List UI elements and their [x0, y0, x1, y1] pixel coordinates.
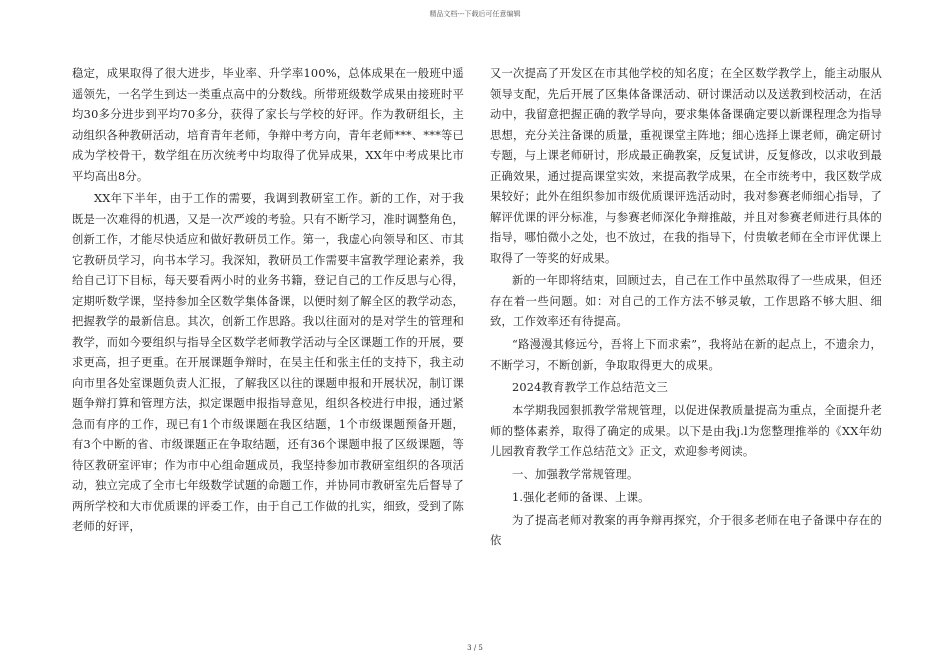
page-header: 精品文档---下载后可任意编辑	[429, 10, 521, 18]
page-number: 3 / 5	[467, 644, 483, 652]
paragraph: 为了提高老师对教案的再争辩再探究，介于很多老师在电子备课中存在的依	[490, 513, 882, 548]
paragraph: 本学期我园狠抓教学常规管理，以促进保教质量提高为重点，全面提升老师的整体素养，取得了确定的成果。以下是由我j.l为您整理推举的《XX年幼儿园教育教学工作总结范文》正文，欢迎参考阅读。	[490, 404, 882, 459]
paragraph: 新的一年即将结束，回顾过去，自己在工作中虽然取得了一些成果，但还存在着一些问题。如：对自己的工作方法不够灵敏，工作思路不够大胆、细致，工作效率还有待提高。	[490, 274, 882, 329]
section-title: 2024教育教学工作总结范文三	[512, 381, 669, 395]
paragraph: XX年下半年，由于工作的需要，我调到教研室工作。新的工作，对于我既是一次难得的机遇，又是一次严竣的考验。只有不断学习，准时调整角色，创新工作，才能尽快适应和做好教研员工作。第一，我虚心向领导和区、市其它教研员学习，向书本学习。我深知，教研员工作需要丰富教学理论素养，我给自己订下目标，每天要看两小时的业务书籍，登记自己的工作反思与心得，定期听数学课，坚持参加全区数学集体备课，以便时刻了解全区的教学动态，把握教学的最新信息。其次，创新工作思路。我以往面对的是对学生的管理和教学，而如今要组织与指导全区数学老师教学活动与全区课题工作的开展，要求更高，担子更重。在开展课题争辩时，在吴主任和张主任的支持下，我主动向市里各处室课题负责人汇报，了解我区以往的课题申报和开展状况，制订课题争辩打算和管理方法，拟定课题申报指导意见，组织各校进行申报，通过紧急而有序的工作，现已有1个市级课题在我区结题，1个市级课题预备开题，有3个中断的省、市级课题正在争取结题，还有36个课题申报了区级课题，等待区教研室评审；作为市中心组命题成员，我坚持参加市教研室组织的各项活动，独立完成了全市七年级数学试题的命题工作，并协同市教研室先后督导了两所学校和大市优质课的评委工作，由于自己工作做的扎实，细致，受到了陈老师的好评，	[72, 192, 464, 534]
left-column	[72, 64, 464, 540]
paragraph: “路漫漫其修远兮，吾将上下而求索”，我将站在新的起点上，不遗余力，不断学习，不断创新，争取取得更大的成果。	[490, 338, 882, 372]
subsection-heading: 1.强化老师的备课、上课。	[512, 490, 650, 504]
right-column	[490, 64, 882, 554]
section-heading: 一、加强教学常规管理。	[512, 467, 639, 481]
paragraph: 稳定，成果取得了很大进步，毕业率、升学率100%，总体成果在一般班中遥遥领先，一名学生到达一类重点高中的分数线。所带班级数学成果由接班时平均30多分进步到平均70多分，获得了家长与学校的好评。作为教研组长，主动组织各种教研活动，培育青年老师，争辩中考方向，青年老师***、***等已成为学校骨干，数学组在历次统考中均取得了优异成果，XX年中考成果比市平均高出8分。	[72, 67, 464, 183]
paragraph: 又一次提高了开发区在市其他学校的知名度；在全区数学教学上，能主动服从领导支配，先后开展了区集体备课活动、研讨课活动以及送教到校活动，在活动中，我留意把握正确的教学导向，要求集体备课确定要以新课程理念为指导思想，充分关注备课的质量，重视课堂主阵地；细心选择上课老师，确定研讨专题，与上课老师研讨，形成最正确教案，反复试讲，反复修改，以求收到最正确效果，通过提高课堂实效，来提高教学成果，在全市统考中，我区数学成果较好；此外在组织参加市级优质课评选活动时，我对参赛老师细心指导，了解评优课的评分标准，与参赛老师深化争辩推敲，并且对参赛老师进行具体的指导，哪怕微小之处，也不放过，在我的指导下，付贵敏老师在全市评优课上取得了一等奖的好成果。	[490, 67, 882, 265]
